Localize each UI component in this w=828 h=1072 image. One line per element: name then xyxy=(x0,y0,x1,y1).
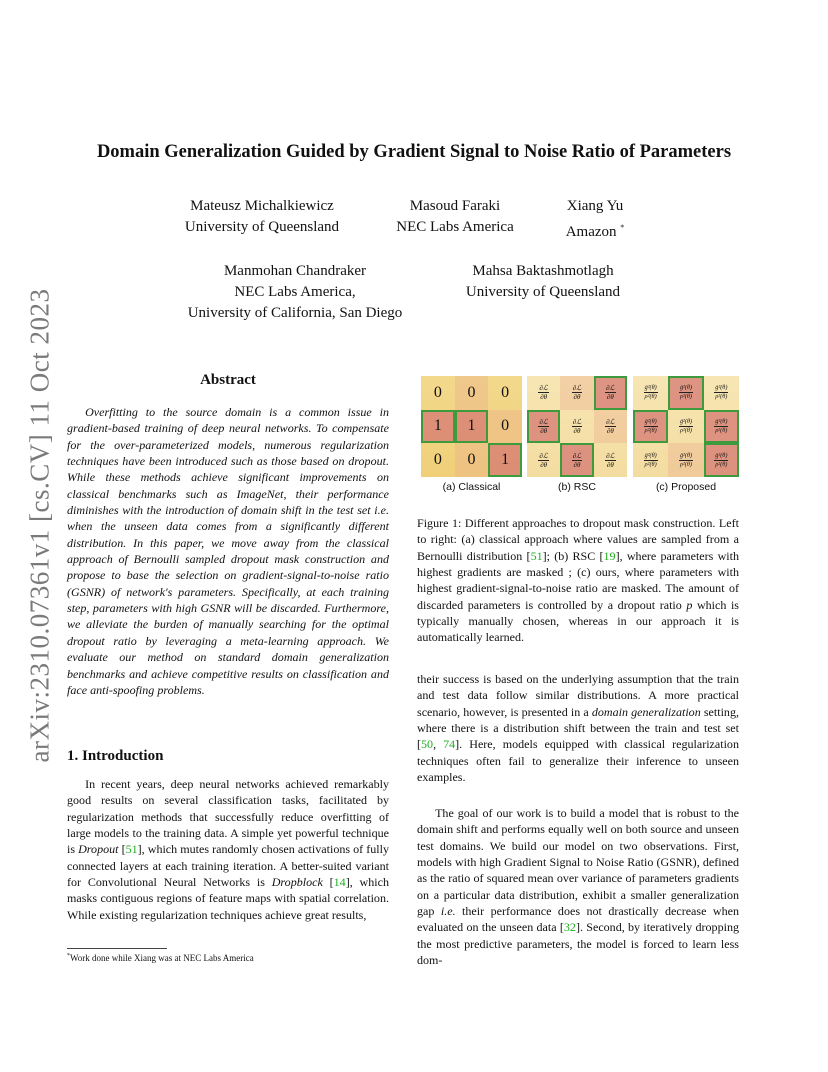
author-name: Manmohan Chandraker xyxy=(223,263,367,279)
intro-paragraph: In recent years, deep neural networks achieved remarkably good results on several classification tasks, facilitated by regularization methods that successfully reduce overfitting of large models to the training data. A simple yet powerful technique is Dropout [51], which mutes randomly chosen activations of fully connected layers at each training iteration. A better-suited variant for Convolutional Neural Networks is Dropblock [14], which masks contiguous regions of feature maps with spatial correlation. While existing regularization techniques achieve great results, xyxy=(67,777,389,922)
mask-cell: $\frac{\text{ḡ²(θ)}}{\text{ρ²(θ)}}$ xyxy=(704,410,739,444)
mask-cell: $\frac{\text{∂ℒ}}{\partial\theta}$ xyxy=(560,376,593,410)
mask-cell: $\frac{\text{ḡ²(θ)}}{\text{ρ²(θ)}}$ xyxy=(633,410,668,444)
citation-link[interactable]: 32 xyxy=(563,920,576,935)
mask-cell: 1 xyxy=(455,410,489,444)
author-affiliation: Amazon xyxy=(565,224,617,240)
mask-cell: 0 xyxy=(488,410,522,444)
mask-cell: $\frac{\text{∂ℒ}}{\partial\theta}$ xyxy=(572,417,582,435)
mask-cell: 0 xyxy=(433,383,442,401)
body-paragraph: The goal of our work is to build a model that is robust to the domain shift and performs equally well on both source and unseen test domains. We build our model on two observations. First, models with high Gradient Signal to Noise Ratio (GSNR), defined as the ratio of squared mean over variance of parameters gradients on a particular data distribution, exhibit a smaller generalization gap i.e. their performance does not drastically decrease when evaluated on the unseen data [32]. Second, by iteratively dropping the most predictive parameters, the model is forced to learn less dom- xyxy=(417,806,740,968)
citation-link[interactable]: 14 xyxy=(333,875,346,890)
footnote-mark: * xyxy=(620,223,625,232)
paper-title: Domain Generalization Guided by Gradient Signal to Noise Ratio of Parameters xyxy=(96,142,732,162)
footnote: *Work done while Xiang was at NEC Labs America xyxy=(67,953,254,963)
mask-cell: $\frac{\text{∂ℒ}}{\partial\theta}$ xyxy=(560,443,593,477)
rsc-mask-grid xyxy=(527,376,627,477)
mask-cell: $\frac{\text{∂ℒ}}{\partial\theta}$ xyxy=(594,410,627,444)
mask-cell: 1 xyxy=(488,443,522,477)
author-affiliation: NEC Labs America, xyxy=(234,284,356,300)
mask-cell: 0 xyxy=(433,451,442,469)
mask-cell: $\frac{\text{∂ℒ}}{\partial\theta}$ xyxy=(539,451,548,469)
abstract-text: Overfitting to the source domain is a common issue in gradient-based training of deep neural networks. To compensate for the over-parameterized models, numerous regularization techniques have been introduced such as those based on dropout. While these methods achieve significant improvements on classical benchmarks such as ImageNet, their performance diminishes with the introduction of domain shift in the test set i.e. when the unseen data comes from a significantly different distribution. In this paper, we move away from the classical approach of Bernoulli sampled dropout mask construction and propose to base the selection on gradient-signal-to-noise ratio (GSNR) of network's parameters. Specifically, at each training step, parameters with high GSNR will be discarded. Furthermore, we alleviate the burden of manually searching for the optimal dropout ratio by leveraging a meta-learning approach. We evaluate our method on standard domain generalization benchmarks and achieve competitive results on classification and face anti-spoofing problems. xyxy=(67,405,389,697)
classical-mask-grid xyxy=(421,376,522,477)
mask-cell: 0 xyxy=(501,383,510,401)
mask-cell: $\frac{\text{ḡ²(θ)}}{\text{ρ²(θ)}}$ xyxy=(704,443,739,477)
author-name: Xiang Yu xyxy=(566,198,624,214)
citation-link[interactable]: 74 xyxy=(443,737,456,752)
footnote-rule xyxy=(67,948,167,949)
mask-cell: $\frac{\text{ḡ²(θ)}}{\text{ρ²(θ)}}$ xyxy=(679,417,693,434)
figure-label-classical: (a) Classical xyxy=(442,481,501,493)
author-affiliation-2: University of California, San Diego xyxy=(187,305,403,321)
author-name: Mateusz Michalkiewicz xyxy=(190,198,334,214)
figure-label-rsc: (b) RSC xyxy=(558,481,596,493)
mask-cell: 1 xyxy=(421,410,455,444)
figure-label-proposed: (c) Proposed xyxy=(655,481,717,493)
figure-1 xyxy=(421,376,739,498)
author-3 xyxy=(555,196,635,243)
citation-link[interactable]: 19 xyxy=(603,548,616,563)
author-name: Masoud Faraki xyxy=(409,198,501,214)
citation-link[interactable]: 51 xyxy=(125,842,138,857)
mask-cell: $\frac{\text{ḡ²(θ)}}{\text{ρ²(θ)}}$ xyxy=(644,451,657,468)
mask-cell: $\frac{\text{ḡ²(θ)}}{\text{ρ²(θ)}}$ xyxy=(668,376,703,410)
section-heading-introduction: 1. Introduction xyxy=(67,748,164,764)
mask-cell: $\frac{\text{ḡ²(θ)}}{\text{ρ²(θ)}}$ xyxy=(668,443,703,477)
mask-cell: $\frac{\text{∂ℒ}}{\partial\theta}$ xyxy=(539,384,548,402)
mask-cell: 0 xyxy=(455,443,489,477)
citation-link[interactable]: 51 xyxy=(530,548,543,563)
arxiv-id: arXiv:2310.07361v1 [cs.CV] 11 Oct 2023 xyxy=(24,288,55,762)
mask-cell: $\frac{\text{ḡ²(θ)}}{\text{ρ²(θ)}}$ xyxy=(715,384,728,401)
author-affiliation: University of Queensland xyxy=(184,219,340,235)
mask-cell: $\frac{\text{ḡ²(θ)}}{\text{ρ²(θ)}}$ xyxy=(644,384,657,401)
author-4 xyxy=(170,261,420,324)
author-2 xyxy=(380,196,530,238)
mask-cell: $\frac{\text{∂ℒ}}{\partial\theta}$ xyxy=(606,451,615,469)
arxiv-stamp xyxy=(20,290,60,760)
proposed-mask-grid xyxy=(633,376,739,477)
author-5 xyxy=(448,261,638,303)
author-1 xyxy=(172,196,352,238)
author-affiliation: NEC Labs America xyxy=(396,219,514,235)
mask-cell: $\frac{\text{∂ℒ}}{\partial\theta}$ xyxy=(527,410,560,444)
author-affiliation: University of Queensland xyxy=(465,284,621,300)
body-paragraph: their success is based on the underlying assumption that the train and test data follow similar distributions. A more practical scenario, however, is presented in a domain generalization setting, where there is a distribution shift between the train and test set [50, 74]. Here, models equipped with classical regularization techniques often fail to generalize their inference to unseen examples. xyxy=(417,672,739,785)
abstract-heading: Abstract xyxy=(200,372,256,388)
figure-caption: Figure 1: Different approaches to dropout mask construction. Left to right: (a) classical approach where values are sampled from a Bernoulli distribution [51]; (b) RSC [19], where parameters with highest gradients are masked ; (c) ours, where parameters with highest gradient-signal-to-noise ratio are masked. The amount of discarded parameters is controlled by a dropout ratio p which is typically manually chosen, whereas in our approach it is automatically learned. xyxy=(417,516,740,645)
citation-link[interactable]: 50 xyxy=(421,737,434,752)
mask-cell: $\frac{\text{∂ℒ}}{\partial\theta}$ xyxy=(594,376,627,410)
mask-cell: 0 xyxy=(455,376,489,410)
author-name: Mahsa Baktashmotlagh xyxy=(472,263,614,279)
